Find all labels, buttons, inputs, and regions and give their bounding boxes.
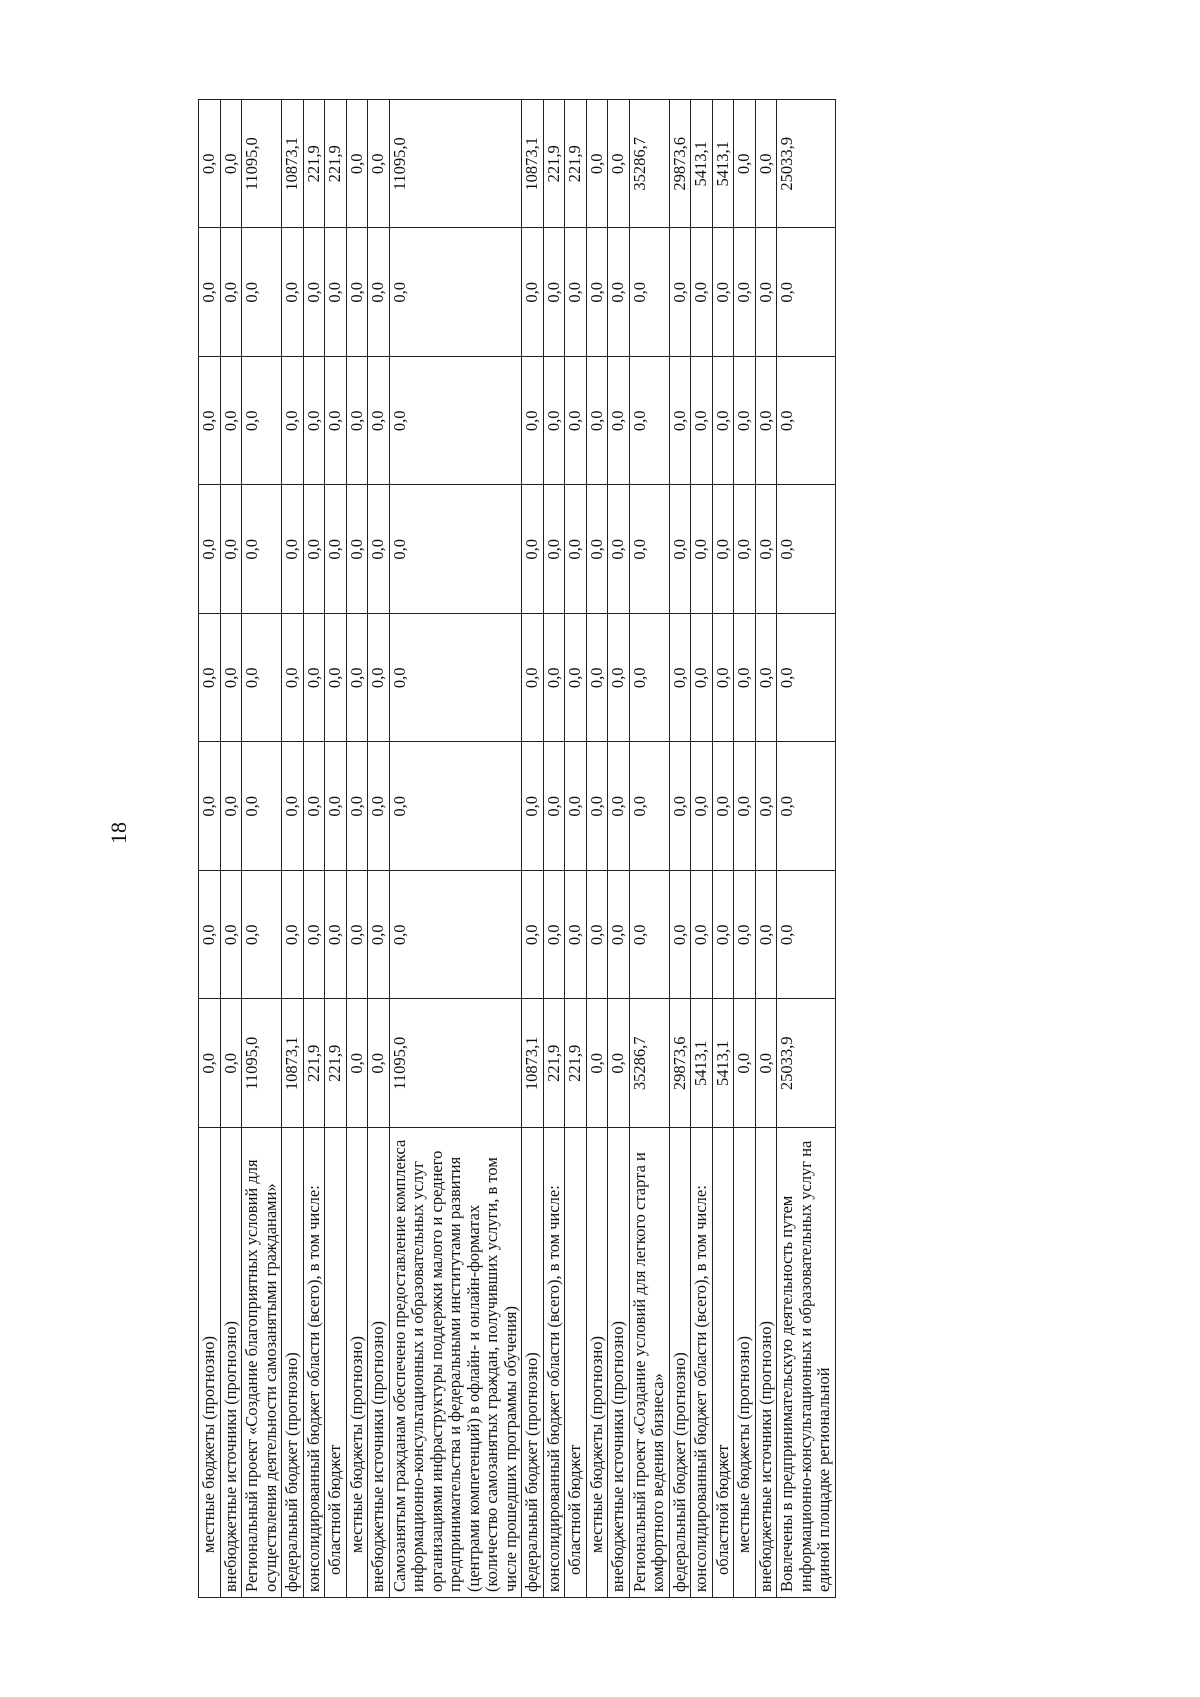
value-cell: 0,0 — [389, 357, 522, 486]
row-label: областной бюджет — [565, 1128, 587, 1598]
value-cell: 0,0 — [608, 100, 630, 229]
value-cell: 0,0 — [691, 357, 713, 486]
value-cell: 0,0 — [543, 871, 565, 1000]
value-cell: 0,0 — [325, 614, 347, 743]
value-cell: 0,0 — [608, 999, 630, 1128]
row-label: консолидированный бюджет области (всего), в том числе: — [691, 1128, 713, 1598]
value-cell: 0,0 — [346, 357, 368, 486]
value-cell: 0,0 — [199, 357, 221, 486]
value-cell: 0,0 — [608, 614, 630, 743]
table-row — [303, 100, 325, 1598]
value-cell: 0,0 — [734, 871, 756, 1000]
row-label: федеральный бюджет (прогнозно) — [282, 1128, 304, 1598]
value-cell: 0,0 — [755, 357, 777, 486]
value-cell: 0,0 — [368, 742, 390, 871]
row-label: внебюджетные источники (прогнозно) — [755, 1128, 777, 1598]
row-label: Региональный проект «Создание благоприятных условий для осуществления деятельности самозанятыми гражданами» — [242, 1128, 282, 1598]
table-row — [368, 100, 390, 1598]
value-cell: 0,0 — [346, 485, 368, 614]
value-cell: 0,0 — [608, 742, 630, 871]
value-cell: 0,0 — [543, 485, 565, 614]
value-cell: 0,0 — [565, 228, 587, 357]
value-cell: 0,0 — [629, 742, 669, 871]
value-cell: 0,0 — [282, 614, 304, 743]
value-cell: 0,0 — [389, 485, 522, 614]
table-row — [669, 100, 691, 1598]
value-cell: 0,0 — [755, 999, 777, 1128]
table-body — [199, 100, 836, 1598]
value-cell: 0,0 — [734, 742, 756, 871]
value-cell: 0,0 — [220, 614, 242, 743]
value-cell: 0,0 — [691, 742, 713, 871]
table-row — [389, 100, 522, 1598]
value-cell: 0,0 — [325, 357, 347, 486]
row-label: местные бюджеты (прогнозно) — [346, 1128, 368, 1598]
value-cell: 0,0 — [712, 742, 734, 871]
value-cell: 0,0 — [669, 357, 691, 486]
row-label: областной бюджет — [325, 1128, 347, 1598]
value-cell: 0,0 — [629, 357, 669, 486]
table-row — [282, 100, 304, 1598]
value-cell: 11095,0 — [389, 100, 522, 229]
value-cell: 0,0 — [346, 100, 368, 229]
value-cell: 35286,7 — [629, 999, 669, 1128]
row-label: Региональный проект «Создание условий для легкого старта и комфортного ведения бизнеса» — [629, 1128, 669, 1598]
value-cell: 10873,1 — [522, 999, 544, 1128]
value-cell: 221,9 — [325, 100, 347, 229]
value-cell: 0,0 — [669, 485, 691, 614]
value-cell: 0,0 — [522, 871, 544, 1000]
value-cell: 0,0 — [368, 871, 390, 1000]
value-cell: 0,0 — [346, 228, 368, 357]
value-cell: 0,0 — [734, 485, 756, 614]
value-cell: 0,0 — [669, 228, 691, 357]
table-row — [242, 100, 282, 1598]
row-label: внебюджетные источники (прогнозно) — [220, 1128, 242, 1598]
value-cell: 0,0 — [220, 999, 242, 1128]
table-row — [565, 100, 587, 1598]
value-cell: 5413,1 — [691, 999, 713, 1128]
value-cell: 0,0 — [346, 871, 368, 1000]
value-cell: 0,0 — [608, 871, 630, 1000]
value-cell: 0,0 — [565, 614, 587, 743]
value-cell: 0,0 — [669, 871, 691, 1000]
value-cell: 0,0 — [522, 485, 544, 614]
value-cell: 221,9 — [303, 999, 325, 1128]
row-label: внебюджетные источники (прогнозно) — [368, 1128, 390, 1598]
value-cell: 0,0 — [608, 485, 630, 614]
value-cell: 0,0 — [586, 228, 608, 357]
value-cell: 0,0 — [199, 742, 221, 871]
table-row — [755, 100, 777, 1598]
value-cell: 0,0 — [586, 742, 608, 871]
value-cell: 0,0 — [777, 871, 836, 1000]
table-row — [586, 100, 608, 1598]
value-cell: 5413,1 — [712, 100, 734, 229]
value-cell: 0,0 — [586, 871, 608, 1000]
value-cell: 0,0 — [325, 871, 347, 1000]
value-cell: 25033,9 — [777, 999, 836, 1128]
value-cell: 0,0 — [346, 742, 368, 871]
value-cell: 0,0 — [755, 742, 777, 871]
budget-table — [198, 99, 836, 1598]
value-cell: 35286,7 — [629, 100, 669, 229]
table-row — [522, 100, 544, 1598]
value-cell: 25033,9 — [777, 100, 836, 229]
value-cell: 0,0 — [712, 485, 734, 614]
value-cell: 0,0 — [522, 614, 544, 743]
row-label: местные бюджеты (прогнозно) — [199, 1128, 221, 1598]
value-cell: 0,0 — [755, 100, 777, 229]
value-cell: 0,0 — [368, 228, 390, 357]
value-cell: 0,0 — [543, 614, 565, 743]
value-cell: 0,0 — [777, 228, 836, 357]
value-cell: 0,0 — [755, 228, 777, 357]
rotated-table-container — [198, 100, 1038, 1598]
value-cell: 0,0 — [325, 228, 347, 357]
value-cell: 0,0 — [522, 228, 544, 357]
value-cell: 0,0 — [755, 485, 777, 614]
row-label: местные бюджеты (прогнозно) — [586, 1128, 608, 1598]
value-cell: 0,0 — [303, 871, 325, 1000]
value-cell: 0,0 — [777, 614, 836, 743]
value-cell: 0,0 — [389, 871, 522, 1000]
value-cell: 0,0 — [199, 485, 221, 614]
value-cell: 221,9 — [565, 100, 587, 229]
value-cell: 0,0 — [734, 357, 756, 486]
value-cell: 0,0 — [522, 742, 544, 871]
value-cell: 0,0 — [777, 485, 836, 614]
value-cell: 0,0 — [691, 485, 713, 614]
row-label: местные бюджеты (прогнозно) — [734, 1128, 756, 1598]
table-row — [325, 100, 347, 1598]
value-cell: 0,0 — [629, 871, 669, 1000]
value-cell: 0,0 — [220, 228, 242, 357]
value-cell: 0,0 — [346, 614, 368, 743]
value-cell: 0,0 — [282, 485, 304, 614]
value-cell: 0,0 — [368, 100, 390, 229]
value-cell: 0,0 — [712, 614, 734, 743]
value-cell: 0,0 — [303, 742, 325, 871]
value-cell: 0,0 — [282, 357, 304, 486]
value-cell: 0,0 — [242, 228, 282, 357]
value-cell: 0,0 — [303, 614, 325, 743]
page-number: 18 — [106, 822, 131, 844]
value-cell: 10873,1 — [522, 100, 544, 229]
value-cell: 5413,1 — [712, 999, 734, 1128]
value-cell: 221,9 — [325, 999, 347, 1128]
value-cell: 0,0 — [543, 742, 565, 871]
value-cell: 0,0 — [389, 742, 522, 871]
value-cell: 0,0 — [242, 614, 282, 743]
row-label: федеральный бюджет (прогнозно) — [669, 1128, 691, 1598]
value-cell: 0,0 — [220, 100, 242, 229]
table-row — [777, 100, 836, 1598]
value-cell: 0,0 — [608, 357, 630, 486]
value-cell: 0,0 — [629, 228, 669, 357]
value-cell: 0,0 — [368, 485, 390, 614]
value-cell: 0,0 — [777, 742, 836, 871]
value-cell: 0,0 — [199, 100, 221, 229]
value-cell: 0,0 — [586, 485, 608, 614]
row-label: консолидированный бюджет области (всего), в том числе: — [303, 1128, 325, 1598]
value-cell: 29873,6 — [669, 100, 691, 229]
value-cell: 221,9 — [303, 100, 325, 229]
value-cell: 0,0 — [242, 485, 282, 614]
table-row — [608, 100, 630, 1598]
table-row — [691, 100, 713, 1598]
value-cell: 0,0 — [586, 100, 608, 229]
value-cell: 0,0 — [303, 357, 325, 486]
value-cell: 0,0 — [389, 614, 522, 743]
value-cell: 0,0 — [242, 871, 282, 1000]
value-cell: 0,0 — [220, 871, 242, 1000]
value-cell: 0,0 — [199, 614, 221, 743]
value-cell: 0,0 — [543, 357, 565, 486]
value-cell: 0,0 — [565, 742, 587, 871]
value-cell: 0,0 — [282, 228, 304, 357]
value-cell: 0,0 — [368, 999, 390, 1128]
value-cell: 0,0 — [368, 614, 390, 743]
value-cell: 0,0 — [734, 228, 756, 357]
value-cell: 0,0 — [389, 228, 522, 357]
value-cell: 10873,1 — [282, 999, 304, 1128]
value-cell: 0,0 — [669, 742, 691, 871]
value-cell: 0,0 — [712, 357, 734, 486]
value-cell: 0,0 — [712, 871, 734, 1000]
value-cell: 0,0 — [303, 485, 325, 614]
value-cell: 0,0 — [712, 228, 734, 357]
value-cell: 0,0 — [777, 357, 836, 486]
row-label: консолидированный бюджет области (всего), в том числе: — [543, 1128, 565, 1598]
value-cell: 5413,1 — [691, 100, 713, 229]
value-cell: 0,0 — [565, 871, 587, 1000]
value-cell: 11095,0 — [242, 100, 282, 229]
value-cell: 0,0 — [303, 228, 325, 357]
value-cell: 0,0 — [629, 614, 669, 743]
value-cell: 0,0 — [325, 485, 347, 614]
value-cell: 0,0 — [220, 742, 242, 871]
value-cell: 0,0 — [325, 742, 347, 871]
value-cell: 0,0 — [242, 357, 282, 486]
row-label: федеральный бюджет (прогнозно) — [522, 1128, 544, 1598]
value-cell: 0,0 — [734, 999, 756, 1128]
table-row — [543, 100, 565, 1598]
value-cell: 0,0 — [586, 357, 608, 486]
row-label: областной бюджет — [712, 1128, 734, 1598]
value-cell: 11095,0 — [389, 999, 522, 1128]
table-row — [220, 100, 242, 1598]
table-row — [346, 100, 368, 1598]
value-cell: 0,0 — [629, 485, 669, 614]
value-cell: 0,0 — [199, 999, 221, 1128]
value-cell: 0,0 — [691, 228, 713, 357]
row-label: внебюджетные источники (прогнозно) — [608, 1128, 630, 1598]
value-cell: 0,0 — [242, 742, 282, 871]
table-row — [712, 100, 734, 1598]
value-cell: 0,0 — [346, 999, 368, 1128]
table-row — [199, 100, 221, 1598]
table-row — [734, 100, 756, 1598]
value-cell: 221,9 — [565, 999, 587, 1128]
value-cell: 11095,0 — [242, 999, 282, 1128]
row-label: Самозанятым гражданам обеспечено предоставление комплекса информационно-консультационных и образовательных услуг организациями инфраструктуры поддержки малого и среднего предпринимательства и федеральными институтами развития (центрами компетенций) в офлайн- и онлайн-форматах (количество самозанятых граждан, получивших услуги, в том числе прошедших программы обучения) — [389, 1128, 522, 1598]
value-cell: 0,0 — [691, 614, 713, 743]
value-cell: 0,0 — [691, 871, 713, 1000]
value-cell: 0,0 — [755, 614, 777, 743]
value-cell: 0,0 — [220, 357, 242, 486]
value-cell: 0,0 — [565, 485, 587, 614]
value-cell: 0,0 — [543, 228, 565, 357]
value-cell: 0,0 — [199, 871, 221, 1000]
value-cell: 0,0 — [565, 357, 587, 486]
value-cell: 0,0 — [755, 871, 777, 1000]
value-cell: 0,0 — [282, 742, 304, 871]
value-cell: 0,0 — [282, 871, 304, 1000]
row-label: Вовлечены в предпринимательскую деятельность путем информационно-консультационных и образовательных услуг на единой площадке региональной — [777, 1128, 836, 1598]
table-row — [629, 100, 669, 1598]
value-cell: 0,0 — [734, 100, 756, 229]
value-cell: 221,9 — [543, 999, 565, 1128]
value-cell: 0,0 — [669, 614, 691, 743]
value-cell: 0,0 — [586, 614, 608, 743]
value-cell: 0,0 — [368, 357, 390, 486]
value-cell: 0,0 — [522, 357, 544, 486]
value-cell: 221,9 — [543, 100, 565, 229]
value-cell: 0,0 — [220, 485, 242, 614]
value-cell: 0,0 — [734, 614, 756, 743]
value-cell: 0,0 — [586, 999, 608, 1128]
value-cell: 29873,6 — [669, 999, 691, 1128]
value-cell: 0,0 — [608, 228, 630, 357]
value-cell: 0,0 — [199, 228, 221, 357]
value-cell: 10873,1 — [282, 100, 304, 229]
